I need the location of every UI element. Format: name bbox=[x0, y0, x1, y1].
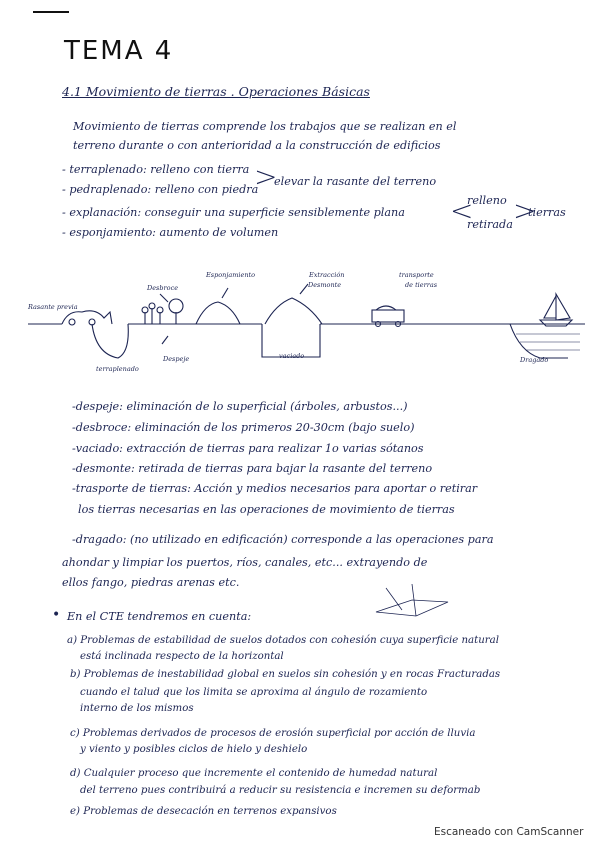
op-desmonte: -desmonte: retirada de tierras para bajar la rasante del terreno bbox=[72, 462, 433, 475]
dragado-slope bbox=[510, 324, 568, 358]
label-esponjamiento: Esponjamiento bbox=[206, 271, 256, 279]
earthworks-diagram bbox=[0, 262, 599, 382]
label-despeje: Despeje bbox=[163, 355, 190, 363]
def-tierras: tierras bbox=[528, 206, 566, 219]
dragado-line-3: ellos fango, piedras arenas etc. bbox=[62, 576, 240, 589]
slope-sketch bbox=[372, 580, 452, 620]
desmonte-mound bbox=[265, 298, 322, 324]
truck-body bbox=[372, 310, 404, 322]
cte-c-2: y viento y posibles ciclos de hielo y deshielo bbox=[80, 744, 308, 755]
def-elevar: elevar la rasante del terreno bbox=[274, 175, 437, 188]
label-rasante-previa: Rasante previa bbox=[28, 303, 78, 311]
sailboat-sail bbox=[544, 294, 570, 320]
dragado-line-1: -dragado: (no utilizado en edificación) corresponde a las operaciones para bbox=[72, 533, 494, 546]
op-transporte: -trasporte de tierras: Acción y medios necesarios para aportar o retirar bbox=[72, 482, 478, 495]
brace-right-2: > bbox=[513, 194, 537, 227]
cte-a-2: está inclinada respecto de la horizontal bbox=[80, 651, 284, 662]
def-retirada: retirada bbox=[467, 218, 513, 231]
label-terraplenado: terraplenado bbox=[96, 365, 139, 373]
page-title: TEMA 4 bbox=[64, 36, 174, 66]
cte-heading: En el CTE tendremos en cuenta: bbox=[67, 610, 252, 623]
cte-b-3: interno de los mismos bbox=[80, 703, 194, 714]
def-terraplenado: - terraplenado: relleno con tierra bbox=[62, 163, 250, 176]
label-transporte: transporte bbox=[399, 271, 434, 279]
cte-e-1: e) Problemas de desecación en terrenos expansivos bbox=[70, 806, 337, 817]
def-relleno: relleno bbox=[467, 194, 507, 207]
def-explanacion: - explanación: conseguir una superficie sensiblemente plana bbox=[62, 206, 405, 219]
op-vaciado: -vaciado: extracción de tierras para realizar 1o varias sótanos bbox=[72, 442, 424, 455]
cte-b-1: b) Problemas de inestabilidad global en suelos sin cohesión y en rocas Fracturadas bbox=[70, 669, 501, 680]
label-de-tierras: de tierras bbox=[405, 281, 438, 289]
bullet-icon: • bbox=[52, 607, 61, 623]
desbroce-plants bbox=[145, 308, 160, 324]
esponjamiento-mound bbox=[196, 302, 240, 324]
def-pedraplenado: - pedraplenado: relleno con piedra bbox=[62, 183, 259, 196]
cte-d-2: del terreno pues contribuirá a reducir su resistencia e incremen su deformab bbox=[80, 785, 481, 796]
terraplenado-pit bbox=[92, 324, 128, 358]
label-vaciado: vaciado bbox=[279, 352, 305, 360]
cte-b-2: cuando el talud que los limita se aproxima al ángulo de rozamiento bbox=[80, 687, 428, 698]
op-despeje: -despeje: eliminación de lo superficial (árboles, arbustos...) bbox=[72, 400, 408, 413]
intro-line-1: Movimiento de tierras comprende los trabajos que se realizan en el bbox=[73, 120, 457, 133]
brace-right: > bbox=[254, 160, 278, 193]
brace-left: < bbox=[450, 194, 474, 227]
op-transporte-cont: los tierras necesarias en las operaciones de movimiento de tierras bbox=[78, 503, 455, 516]
label-desbroce: Desbroce bbox=[147, 284, 179, 292]
scanner-footer: Escaneado con CamScanner bbox=[434, 826, 584, 838]
label-dragado: Dragado bbox=[520, 356, 549, 364]
tree-crown bbox=[169, 299, 183, 313]
label-desmonte: Desmonte bbox=[308, 281, 342, 289]
op-desbroce: -desbroce: eliminación de los primeros 20-30cm (bajo suelo) bbox=[72, 421, 415, 434]
cte-c-1: c) Problemas derivados de procesos de erosión superficial por acción de lluvia bbox=[70, 728, 476, 739]
section-subtitle: 4.1 Movimiento de tierras . Operaciones Básicas bbox=[62, 84, 370, 99]
cte-d-1: d) Cualquier proceso que incremente el contenido de humedad natural bbox=[70, 768, 438, 779]
intro-line-2: terreno durante o con anterioridad a la construcción de edificios bbox=[73, 139, 441, 152]
dragado-line-2: ahondar y limpiar los puertos, ríos, canales, etc... extrayendo de bbox=[62, 556, 428, 569]
label-extraccion: Extracción bbox=[309, 271, 345, 279]
top-mark bbox=[33, 11, 69, 13]
cte-a-1: a) Problemas de estabilidad de suelos dotados con cohesión cuya superficie natural bbox=[67, 635, 499, 646]
def-esponjamiento: - esponjamiento: aumento de volumen bbox=[62, 226, 279, 239]
sailboat-hull bbox=[540, 320, 572, 326]
